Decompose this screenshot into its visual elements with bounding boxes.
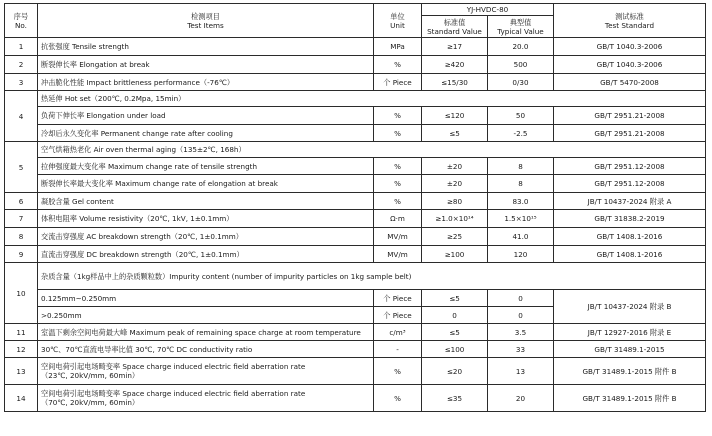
row-no: 13 <box>5 358 38 385</box>
row-test-standard: GB/T 1040.3-2006 <box>554 38 706 56</box>
row-unit: % <box>374 193 422 210</box>
row-standard-value: ≤120 <box>422 107 488 125</box>
row-test-standard: GB/T 2951.12-2008 <box>554 158 706 175</box>
header-unit: 单位 Unit <box>374 4 422 38</box>
row-item: 体积电阻率 Volume resistivity（20℃, 1kV, 1±0.1mm） <box>38 210 374 228</box>
row-item: 空间电荷引起电场畸变率 Space charge induced electric field aberration rate （23℃, 20kV/mm, 60min） <box>38 358 374 385</box>
row-no: 14 <box>5 385 38 412</box>
row-test-standard: GB/T 2951.12-2008 <box>554 175 706 193</box>
table-row <box>5 210 706 228</box>
row-typical-value: 0 <box>488 290 554 307</box>
table-row <box>5 158 706 175</box>
row-no: 6 <box>5 193 38 210</box>
table-row-group-title <box>5 142 706 158</box>
row-item: 抗张强度 Tensile strength <box>38 38 374 56</box>
row-no: 9 <box>5 246 38 263</box>
row-typical-value: 33 <box>488 341 554 358</box>
table-row <box>5 228 706 246</box>
row-item: 30℃、70℃直流电导率比值 30℃, 70℃ DC conductivity ratio <box>38 341 374 358</box>
row-typical-value: 8 <box>488 158 554 175</box>
row-unit: % <box>374 175 422 193</box>
row-item: 断裂伸长率 Elongation at break <box>38 56 374 74</box>
row-typical-value: 0 <box>488 307 554 324</box>
row-typical-value: 83.0 <box>488 193 554 210</box>
row-no: 7 <box>5 210 38 228</box>
row-test-standard: GB/T 31838.2-2019 <box>554 210 706 228</box>
row-test-standard: GB/T 5470-2008 <box>554 74 706 91</box>
row-standard-value: ≥100 <box>422 246 488 263</box>
row-standard-value: ≤35 <box>422 385 488 412</box>
row-item: 负荷下伸长率 Elongation under load <box>38 107 374 125</box>
row-standard-value: 0 <box>422 307 488 324</box>
row-test-standard: GB/T 31489.1-2015 附件 B <box>554 385 706 412</box>
row-no: 11 <box>5 324 38 341</box>
header-items: 检测项目 Test Items <box>38 4 374 38</box>
row-test-standard: JB/T 12927-2016 附录 E <box>554 324 706 341</box>
row-test-standard: GB/T 2951.21-2008 <box>554 107 706 125</box>
table-row <box>5 125 706 142</box>
row-no: 5 <box>5 142 38 193</box>
table-row <box>5 56 706 74</box>
row-typical-value: 41.0 <box>488 228 554 246</box>
row-item: 直流击穿强度 DC breakdown strength（20℃, 1±0.1mm） <box>38 246 374 263</box>
row-test-standard: GB/T 31489.1-2015 <box>554 341 706 358</box>
row-typical-value: 500 <box>488 56 554 74</box>
row-standard-value: ≤5 <box>422 125 488 142</box>
row-standard-value: ±20 <box>422 175 488 193</box>
spec-table-container <box>4 3 706 412</box>
row-no: 12 <box>5 341 38 358</box>
table-row <box>5 74 706 91</box>
row-unit: % <box>374 358 422 385</box>
row-unit: Ω·m <box>374 210 422 228</box>
row-unit: MV/m <box>374 228 422 246</box>
row-standard-value: ≥80 <box>422 193 488 210</box>
row-typical-value: 20.0 <box>488 38 554 56</box>
row-typical-value: 13 <box>488 358 554 385</box>
row-typical-value: 8 <box>488 175 554 193</box>
row-item: 冲击脆化性能 Impact brittleness performance（-76℃） <box>38 74 374 91</box>
header-typical-value: 典型值 Typical Value <box>488 16 554 38</box>
row-item: 交流击穿强度 AC breakdown strength（20℃, 1±0.1mm） <box>38 228 374 246</box>
row-typical-value: -2.5 <box>488 125 554 142</box>
row-item: 空间电荷引起电场畸变率 Space charge induced electric field aberration rate （70℃, 20kV/mm, 60min） <box>38 385 374 412</box>
row-item: >0.250mm <box>38 307 374 324</box>
row-item: 室温下剩余空间电荷最大峰 Maximum peak of remaining space charge at room temperature <box>38 324 374 341</box>
table-row <box>5 385 706 412</box>
row-unit: - <box>374 341 422 358</box>
row-test-standard: JB/T 10437-2024 附录 A <box>554 193 706 210</box>
row-standard-value: ≥17 <box>422 38 488 56</box>
row-unit: % <box>374 56 422 74</box>
row-unit: 个 Piece <box>374 74 422 91</box>
table-row <box>5 324 706 341</box>
row-test-standard: JB/T 10437-2024 附录 B <box>554 290 706 324</box>
row-unit: c/m³ <box>374 324 422 341</box>
row-typical-value: 3.5 <box>488 324 554 341</box>
table-row <box>5 175 706 193</box>
table-row <box>5 341 706 358</box>
header-test-standard: 测试标准 Test Standard <box>554 4 706 38</box>
row-typical-value: 1.5×10¹⁵ <box>488 210 554 228</box>
row-unit: 个 Piece <box>374 307 422 324</box>
row-no: 1 <box>5 38 38 56</box>
header-standard-value: 标准值 Standard Value <box>422 16 488 38</box>
row-item: 0.125mm~0.250mm <box>38 290 374 307</box>
row-test-standard: GB/T 1408.1-2016 <box>554 228 706 246</box>
table-row-group-title <box>5 263 706 290</box>
row-standard-value: ≤5 <box>422 290 488 307</box>
row-unit: % <box>374 385 422 412</box>
row-group-title: 空气烘箱热老化 Air oven thermal aging（135±2℃, 168h） <box>38 142 706 158</box>
table-row <box>5 107 706 125</box>
row-group-title: 热延伸 Hot set（200℃, 0.2Mpa, 15min） <box>38 91 706 107</box>
row-unit: MV/m <box>374 246 422 263</box>
table-row <box>5 38 706 56</box>
row-typical-value: 20 <box>488 385 554 412</box>
header-no: 序号 No. <box>5 4 38 38</box>
row-standard-value: ≤5 <box>422 324 488 341</box>
table-row <box>5 358 706 385</box>
row-no: 10 <box>5 263 38 324</box>
row-test-standard: GB/T 2951.21-2008 <box>554 125 706 142</box>
table-row <box>5 193 706 210</box>
row-item: 拉伸强度最大变化率 Maximum change rate of tensile strength <box>38 158 374 175</box>
row-no: 2 <box>5 56 38 74</box>
row-unit: MPa <box>374 38 422 56</box>
table-row <box>5 290 706 307</box>
row-no: 8 <box>5 228 38 246</box>
row-unit: 个 Piece <box>374 290 422 307</box>
row-test-standard: GB/T 1040.3-2006 <box>554 56 706 74</box>
row-standard-value: ≤15/30 <box>422 74 488 91</box>
spec-table <box>4 3 706 412</box>
row-typical-value: 50 <box>488 107 554 125</box>
row-standard-value: ≥25 <box>422 228 488 246</box>
row-unit: % <box>374 158 422 175</box>
table-row <box>5 246 706 263</box>
row-item: 凝胶含量 Gel content <box>38 193 374 210</box>
row-standard-value: ≤100 <box>422 341 488 358</box>
row-item: 断裂伸长率最大变化率 Maximum change rate of elongation at break <box>38 175 374 193</box>
row-standard-value: ±20 <box>422 158 488 175</box>
row-typical-value: 120 <box>488 246 554 263</box>
row-no: 3 <box>5 74 38 91</box>
row-standard-value: ≤20 <box>422 358 488 385</box>
row-item: 冷却后永久变化率 Permanent change rate after cooling <box>38 125 374 142</box>
header-row <box>5 4 706 16</box>
row-unit: % <box>374 125 422 142</box>
row-unit: % <box>374 107 422 125</box>
row-standard-value: ≥1.0×10¹⁴ <box>422 210 488 228</box>
row-no: 4 <box>5 91 38 142</box>
row-standard-value: ≥420 <box>422 56 488 74</box>
table-row-group-title <box>5 91 706 107</box>
row-test-standard: GB/T 31489.1-2015 附件 B <box>554 358 706 385</box>
row-group-title: 杂质含量（1kg样品中上的杂质颗粒数）Impurity content (number of impurity particles on 1kg sample belt) <box>38 263 706 290</box>
row-typical-value: 0/30 <box>488 74 554 91</box>
row-test-standard: GB/T 1408.1-2016 <box>554 246 706 263</box>
header-product: YJ-HVDC-80 <box>422 4 554 16</box>
